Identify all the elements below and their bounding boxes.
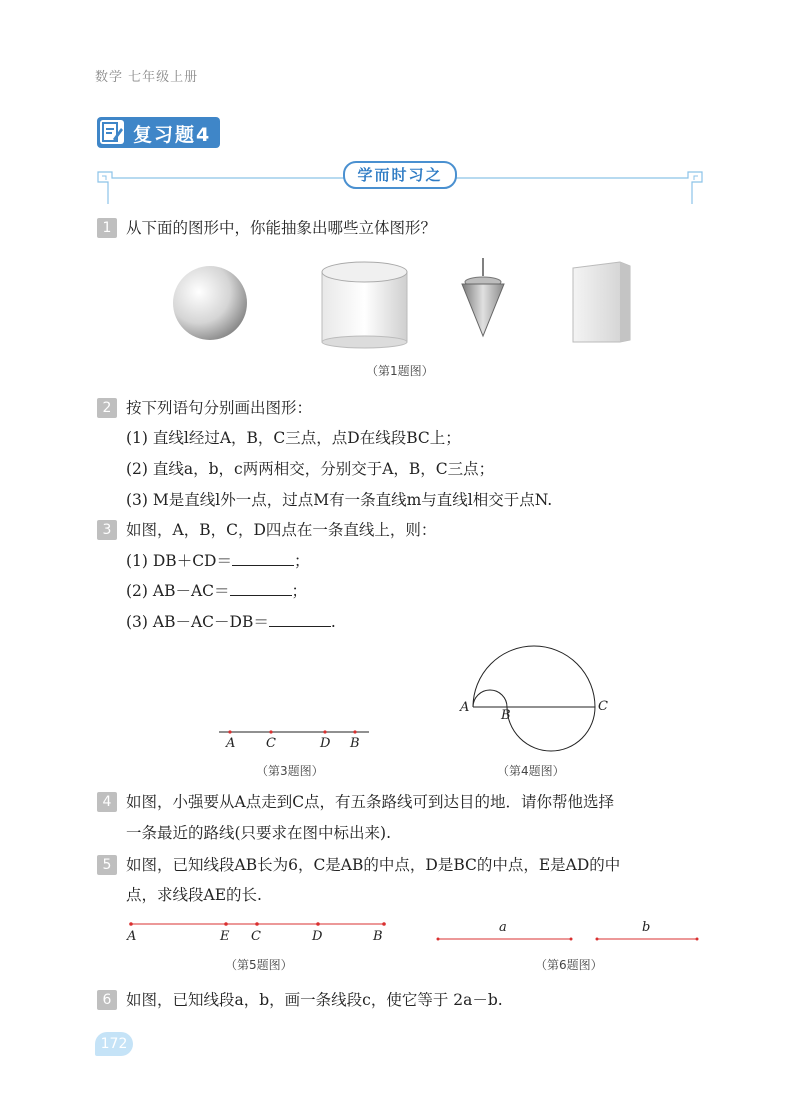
question-number: 2: [97, 398, 117, 418]
figure-q1-solids: [170, 258, 640, 350]
point-label: C: [251, 929, 261, 944]
point-label: C: [598, 699, 608, 714]
question-number: 6: [97, 990, 117, 1010]
point-label: B: [373, 929, 383, 944]
section-title-badge: [97, 117, 220, 148]
edit-note-icon: [100, 120, 124, 144]
question-text: 一条最近的路线(只要求在图中标出来).: [126, 824, 392, 842]
question-text: 如图，小强要从A点走到C点，有五条路线可到达目的地．请你帮他选择: [126, 793, 615, 811]
point-label: E: [220, 929, 230, 944]
point-label: A: [460, 700, 470, 715]
question-number: 1: [97, 218, 117, 238]
point-label: D: [320, 736, 331, 751]
point-d: [323, 730, 326, 733]
question-text: 从下面的图形中，你能抽象出哪些立体图形？: [126, 219, 437, 237]
figure-q4-routes: [455, 645, 615, 765]
page-number: 172: [95, 1032, 133, 1056]
figure-q6-segments: [432, 933, 704, 945]
segment-label: b: [642, 920, 651, 935]
question-number: 5: [97, 855, 117, 875]
question-item: (1) 直线l经过A，B，C三点，点D在线段BC上；: [126, 429, 461, 447]
point-label: B: [350, 736, 360, 751]
question-item: (2) 直线a，b，c两两相交，分别交于A，B，C三点；: [126, 460, 495, 478]
question-number: 3: [97, 520, 117, 540]
question-text: 如图，已知线段AB长为6，C是AB的中点，D是BC的中点，E是AD的中: [126, 856, 621, 874]
question-text: 点，求线段AE的长.: [126, 886, 262, 904]
question-text: 按下列语句分别画出图形：: [126, 399, 313, 417]
figure-caption: （第5题图）: [225, 958, 293, 972]
section-banner: [343, 161, 457, 189]
point-label: A: [127, 929, 137, 944]
running-header: 数学 七年级上册: [95, 70, 199, 85]
point-b: [353, 730, 356, 733]
section-title: 复习题4: [133, 124, 212, 146]
cuboid-image: [573, 262, 630, 342]
cone-image: [462, 258, 504, 336]
segment-label: a: [499, 920, 507, 935]
point-label: C: [266, 736, 276, 751]
point-label: A: [226, 736, 236, 751]
question-item: (3) M是直线l外一点，过点M有一条直线m与直线l相交于点N.: [126, 491, 553, 509]
question-item: (2) AB－AC＝ ；: [126, 582, 308, 600]
banner-text: 学而时习之: [357, 166, 443, 184]
figure-caption: （第6题图）: [535, 958, 603, 972]
sphere-image: [173, 266, 247, 340]
question-number: 4: [97, 792, 117, 812]
question-text: 如图，A，B，C，D四点在一条直线上，则：: [126, 521, 437, 539]
figure-caption: （第1题图）: [366, 364, 434, 378]
question-item: (1) DB＋CD＝ ；: [126, 552, 310, 570]
point-c: [269, 730, 272, 733]
figure-caption: （第3题图）: [256, 764, 324, 778]
question-item: (3) AB－AC－DB＝ .: [126, 613, 336, 631]
cylinder-image: [322, 262, 407, 348]
point-a: [228, 730, 231, 733]
question-text: 如图，已知线段a，b，画一条线段c，使它等于 2a－b.: [126, 991, 503, 1009]
figure-caption: （第4题图）: [497, 764, 565, 778]
point-label: B: [501, 708, 511, 723]
point-label: D: [312, 929, 323, 944]
